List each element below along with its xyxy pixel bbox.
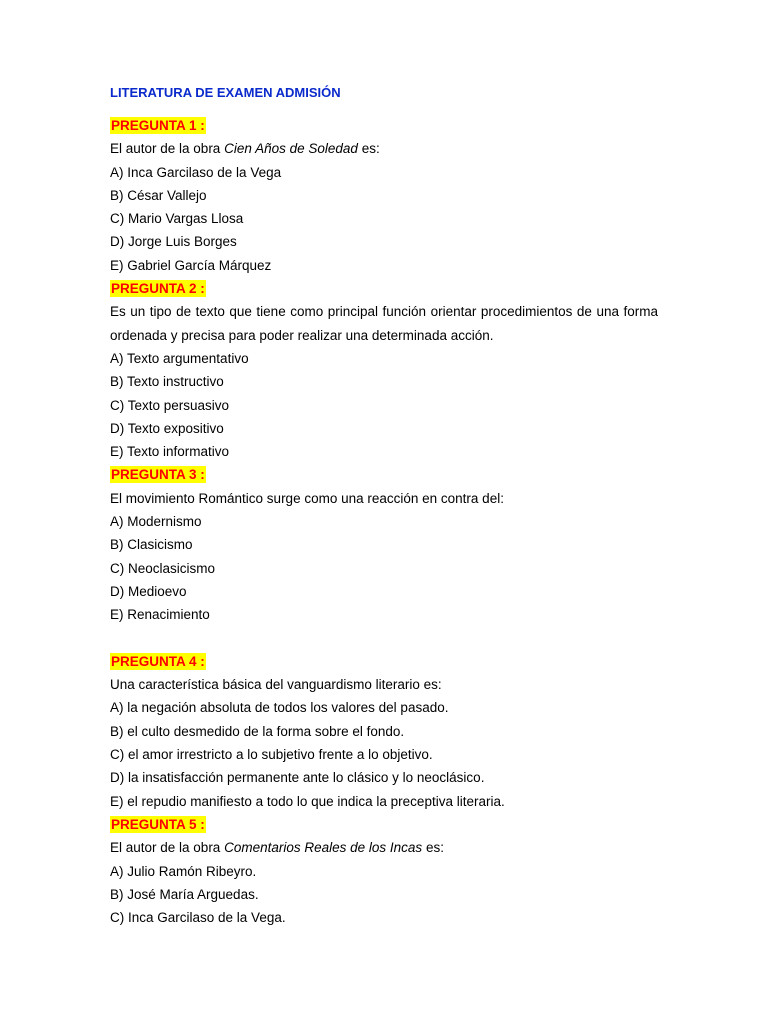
question-1-option-b: B) César Vallejo [110,187,207,203]
question-3-option-b: B) Clasicismo [110,537,193,553]
work-title: Comentarios Reales de los Incas [224,840,423,856]
question-3-option-d: D) Medioevo [110,583,187,599]
question-4-label: PREGUNTA 4 : [111,653,205,669]
question-4-option-d: D) la insatisfacción permanente ante lo clásico y lo neoclásico. [110,770,485,786]
question-2 [110,277,658,463]
document-title: LITERATURA DE EXAMEN ADMISIÓN [110,85,341,100]
document-page [110,84,658,929]
question-5-option-a: A) Julio Ramón Ribeyro. [110,863,257,879]
question-1-option-a: A) Inca Garcilaso de la Vega [110,164,282,180]
blank-line [110,627,658,650]
question-2-option-e: E) Texto informativo [110,444,230,460]
question-4-option-c: C) el amor irrestricto a lo subjetivo frente a lo objetivo. [110,747,433,763]
question-3-option-c: C) Neoclasicismo [110,560,216,576]
question-1-label: PREGUNTA 1 : [111,118,205,133]
question-2-option-b: B) Texto instructivo [110,374,224,390]
work-title: Cien Años de Soledad [224,141,358,157]
question-2-stem: Es un tipo de texto que tiene como principal función orientar procedimientos de una forma ordenada y precisa para poder realizar una determinada acción. [110,304,658,343]
question-2-option-d: D) Texto expositivo [110,420,224,436]
question-2-label: PREGUNTA 2 : [111,281,205,297]
question-4-option-b: B) el culto desmedido de la forma sobre el fondo. [110,723,405,739]
question-5-stem: El autor de la obra Comentarios Reales de los Incas es: [110,840,444,856]
question-5-option-b: B) José María Arguedas. [110,886,259,902]
question-5-label: PREGUNTA 5 : [111,816,205,832]
question-1-stem: El autor de la obra Cien Años de Soledad es: [110,141,380,157]
question-2-option-c: C) Texto persuasivo [110,397,230,413]
question-4-option-a: A) la negación absoluta de todos los valores del pasado. [110,700,449,716]
question-5 [110,813,658,929]
question-1-option-c: C) Mario Vargas Llosa [110,211,244,227]
question-3-stem: El movimiento Romántico surge como una reacción en contra del: [110,490,504,506]
question-1-option-e: E) Gabriel García Márquez [110,257,272,273]
question-3-option-e: E) Renacimiento [110,607,210,623]
question-5-option-c: C) Inca Garcilaso de la Vega. [110,910,286,926]
question-4-stem: Una característica básica del vanguardismo literario es: [110,677,442,693]
question-4 [110,650,658,813]
question-1 [110,114,658,277]
question-1-option-d: D) Jorge Luis Borges [110,234,237,250]
question-3 [110,463,658,626]
question-3-option-a: A) Modernismo [110,514,202,530]
question-4-option-e: E) el repudio manifiesto a todo lo que indica la preceptiva literaria. [110,793,505,809]
question-2-option-a: A) Texto argumentativo [110,350,249,366]
question-3-label: PREGUNTA 3 : [111,467,205,483]
